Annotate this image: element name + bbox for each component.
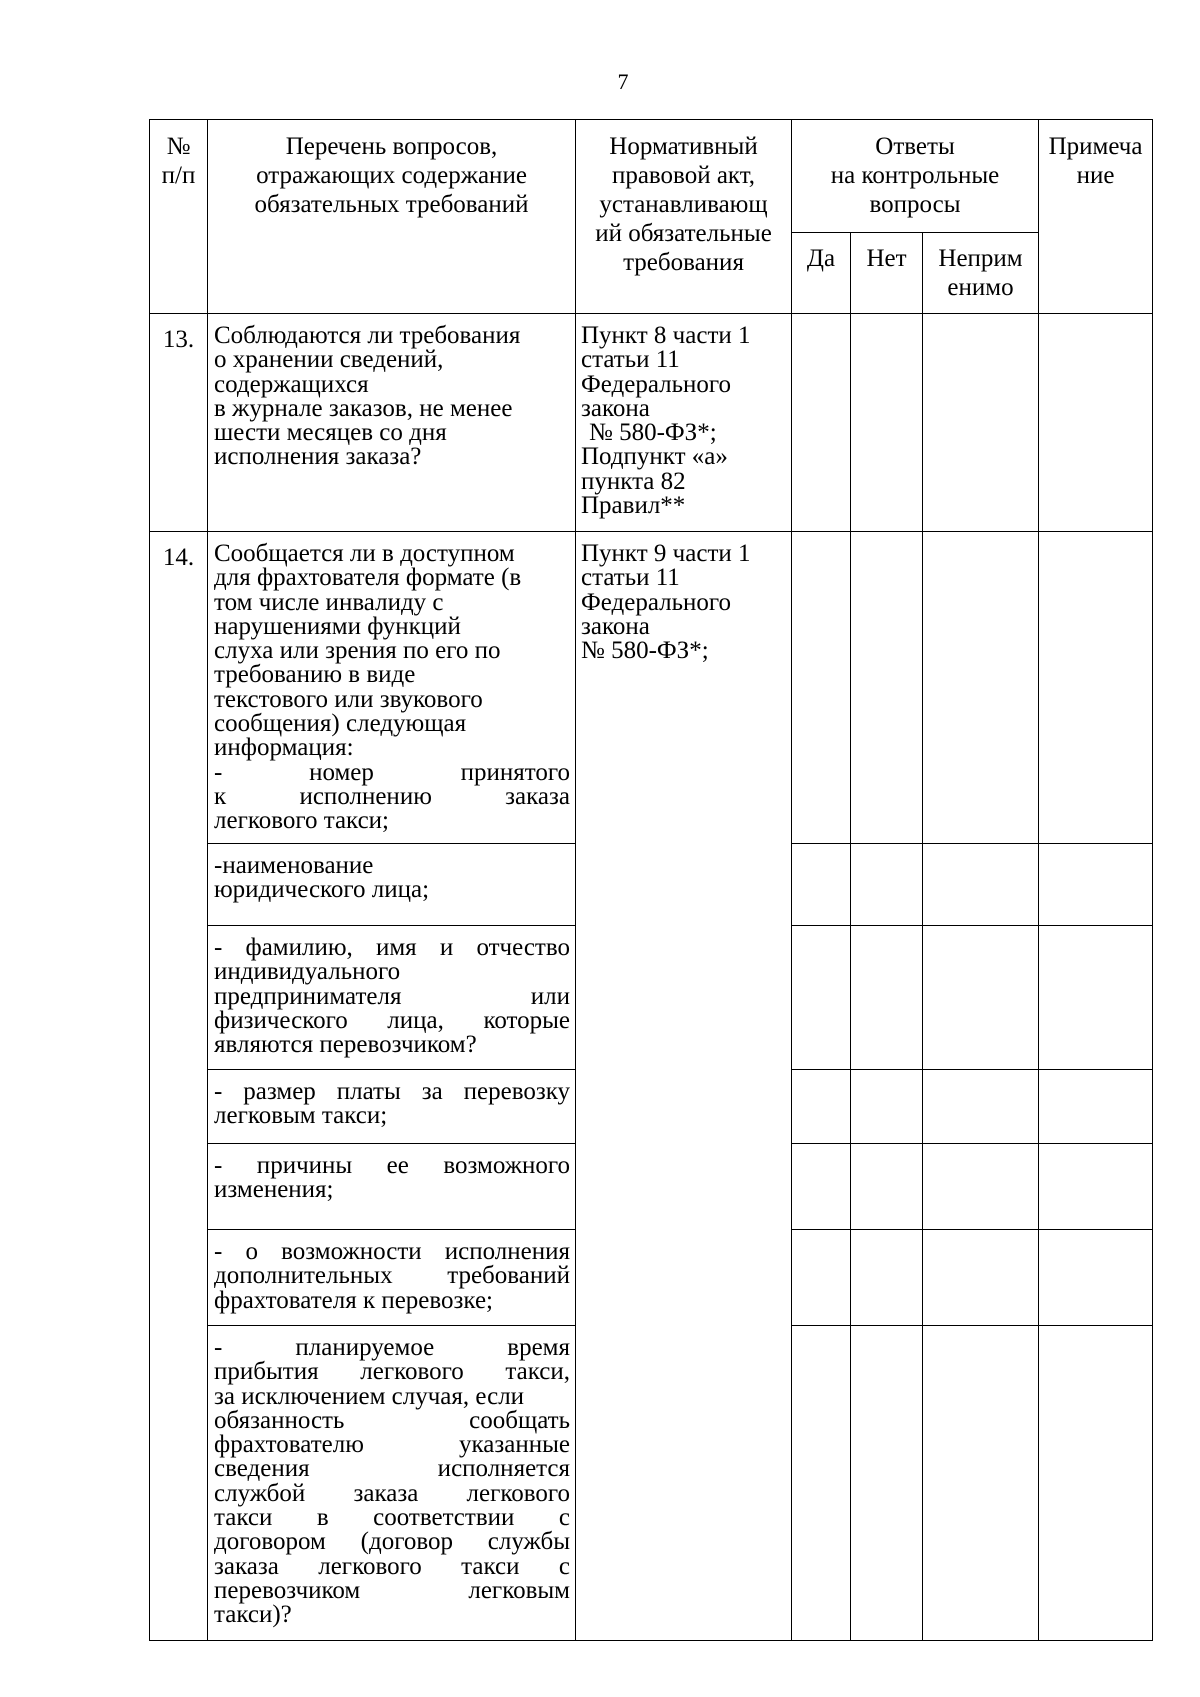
- header-questions-line: отражающих содержание: [256, 162, 527, 189]
- question-line: информация:: [214, 734, 354, 762]
- header-na-line: енимо: [947, 274, 1014, 301]
- question-line: - причины ее возможного: [214, 1152, 570, 1179]
- note-cell[interactable]: [1039, 532, 1153, 844]
- header-law-line: Нормативный: [609, 133, 758, 160]
- header-na-line: Неприм: [938, 245, 1023, 272]
- question-line: -наименование: [214, 852, 374, 879]
- question-line: договором (договор службы: [214, 1528, 570, 1556]
- question-line: слуха или зрения по его по: [214, 637, 501, 665]
- header-law-line: устанавливающ: [599, 191, 768, 218]
- table-row: [150, 532, 1153, 844]
- question-line: - о возможности исполнения: [214, 1238, 570, 1265]
- law-line: пункта 82: [581, 467, 686, 495]
- question-line: службой заказа легкового: [214, 1479, 570, 1507]
- note-cell[interactable]: [1039, 1230, 1153, 1326]
- answer-yes-cell[interactable]: [792, 844, 851, 926]
- note-cell[interactable]: [1039, 1070, 1153, 1144]
- law-line: закона: [581, 612, 650, 640]
- question-line: физического лица, которые: [214, 1006, 570, 1034]
- answer-no-cell[interactable]: [851, 1326, 923, 1641]
- answer-yes-cell[interactable]: [792, 532, 851, 844]
- question-line: заказа легкового такси с: [214, 1552, 570, 1580]
- question-line: сведения исполняется: [214, 1455, 570, 1483]
- answer-no-cell[interactable]: [851, 926, 923, 1070]
- question-cell: [208, 844, 576, 926]
- question-line: такси в соответствии с: [214, 1504, 570, 1532]
- question-line: дополнительных требований: [214, 1262, 570, 1290]
- answer-no-cell[interactable]: [851, 314, 923, 532]
- answer-na-cell[interactable]: [923, 844, 1039, 926]
- answer-na-cell[interactable]: [923, 926, 1039, 1070]
- answer-na-cell[interactable]: [923, 1144, 1039, 1230]
- header-answers-line: вопросы: [869, 191, 961, 218]
- question-line: являются перевозчиком?: [214, 1031, 477, 1059]
- law-line: статьи 11: [581, 564, 680, 592]
- header-note-line: ние: [1076, 162, 1115, 189]
- header-law-line: ий обязательные: [595, 220, 772, 247]
- header-row: [150, 120, 1153, 233]
- header-num-line: п/п: [161, 162, 196, 189]
- answer-no-cell[interactable]: [851, 1144, 923, 1230]
- header-law-line: требования: [623, 249, 744, 276]
- law-cell: [576, 314, 792, 532]
- header-answers-line: на контрольные: [830, 162, 1000, 189]
- header-no: Нет: [851, 233, 923, 314]
- question-line: том числе инвалиду с: [214, 588, 444, 616]
- header-note-line: Примеча: [1048, 133, 1143, 160]
- question-line: для фрахтователя формате (в: [214, 564, 522, 592]
- answer-na-cell[interactable]: [923, 314, 1039, 532]
- question-line: обязанность сообщать: [214, 1406, 570, 1434]
- question-line: - номер принятого: [214, 758, 570, 786]
- header-not-applicable: [923, 233, 1039, 314]
- answer-yes-cell[interactable]: [792, 1070, 851, 1144]
- law-line: Пункт 8 части 1: [581, 322, 751, 349]
- question-cell: [208, 532, 576, 844]
- question-line: легковым такси;: [214, 1102, 388, 1130]
- question-line: о хранении сведений,: [214, 346, 444, 374]
- question-line: перевозчиком легковым: [214, 1576, 570, 1604]
- note-cell[interactable]: [1039, 1144, 1153, 1230]
- header-law: [576, 120, 792, 314]
- question-line: такси)?: [214, 1601, 292, 1629]
- law-line: статьи 11: [581, 346, 680, 374]
- question-line: - фамилию, имя и отчество: [214, 934, 570, 961]
- question-line: - планируемое время: [214, 1334, 570, 1361]
- question-line: фрахтователю указанные: [214, 1431, 570, 1459]
- law-line: Пункт 9 части 1: [581, 540, 751, 567]
- note-cell[interactable]: [1039, 926, 1153, 1070]
- question-line: содержащихся: [214, 370, 369, 398]
- header-questions-line: Перечень вопросов,: [285, 133, 498, 160]
- question-line: в журнале заказов, не менее: [214, 394, 513, 422]
- law-line: Подпункт «а»: [581, 443, 728, 471]
- row-number: 14.: [150, 532, 208, 1641]
- question-line: Соблюдаются ли требования: [214, 322, 521, 349]
- answer-na-cell[interactable]: [923, 1326, 1039, 1641]
- question-line: изменения;: [214, 1176, 334, 1204]
- answer-yes-cell[interactable]: [792, 314, 851, 532]
- question-cell: [208, 1144, 576, 1230]
- answer-na-cell[interactable]: [923, 532, 1039, 844]
- law-cell: [576, 532, 792, 1641]
- question-line: требованию в виде: [214, 661, 416, 689]
- question-line: шести месяцев со дня: [214, 419, 447, 447]
- question-line: предпринимателя или: [214, 982, 570, 1010]
- question-line: - размер платы за перевозку: [214, 1078, 570, 1105]
- answer-yes-cell[interactable]: [792, 1144, 851, 1230]
- question-line: прибытия легкового такси,: [214, 1358, 570, 1386]
- question-cell: [208, 926, 576, 1070]
- note-cell[interactable]: [1039, 1326, 1153, 1641]
- question-cell: [208, 314, 576, 532]
- question-line: индивидуального: [214, 958, 401, 986]
- header-questions: [208, 120, 576, 314]
- question-line: сообщения) следующая: [214, 710, 467, 738]
- law-line: Федерального: [581, 588, 732, 616]
- row-number: 13.: [150, 314, 208, 532]
- law-line: Федерального: [581, 370, 732, 398]
- law-line: № 580-ФЗ*;: [581, 637, 709, 665]
- header-questions-line: обязательных требований: [254, 191, 529, 218]
- header-note: [1039, 120, 1153, 314]
- question-line: за исключением случая, если: [214, 1382, 525, 1410]
- question-cell: [208, 1230, 576, 1326]
- answer-no-cell[interactable]: [851, 1070, 923, 1144]
- question-line: исполнения заказа?: [214, 443, 422, 471]
- checklist-table: [149, 119, 1153, 1641]
- answer-na-cell[interactable]: [923, 1070, 1039, 1144]
- law-line: Правил**: [581, 492, 686, 520]
- question-cell: [208, 1326, 576, 1641]
- answer-no-cell[interactable]: [851, 532, 923, 844]
- law-line: закона: [581, 394, 650, 422]
- question-cell: [208, 1070, 576, 1144]
- answer-yes-cell[interactable]: [792, 926, 851, 1070]
- header-answers: [792, 120, 1039, 233]
- page-number: 7: [617, 69, 629, 94]
- answer-yes-cell[interactable]: [792, 1230, 851, 1326]
- note-cell[interactable]: [1039, 844, 1153, 926]
- answer-na-cell[interactable]: [923, 1230, 1039, 1326]
- header-num-line: №: [166, 133, 191, 160]
- header-law-line: правовой акт,: [611, 162, 756, 189]
- note-cell[interactable]: [1039, 314, 1153, 532]
- question-line: нарушениями функций: [214, 612, 461, 640]
- answer-no-cell[interactable]: [851, 1230, 923, 1326]
- answer-no-cell[interactable]: [851, 844, 923, 926]
- law-line: № 580-ФЗ*;: [589, 419, 717, 447]
- question-line: к исполнению заказа: [214, 782, 570, 810]
- answer-yes-cell[interactable]: [792, 1326, 851, 1641]
- question-line: фрахтователя к перевозке;: [214, 1286, 493, 1314]
- table-row: [150, 314, 1153, 532]
- question-line: юридического лица;: [214, 876, 430, 904]
- question-line: легкового такси;: [214, 807, 389, 835]
- header-yes: Да: [792, 233, 851, 314]
- question-line: Сообщается ли в доступном: [214, 540, 515, 567]
- header-num: [150, 120, 208, 314]
- question-line: текстового или звукового: [214, 685, 483, 713]
- header-answers-line: Ответы: [875, 133, 955, 160]
